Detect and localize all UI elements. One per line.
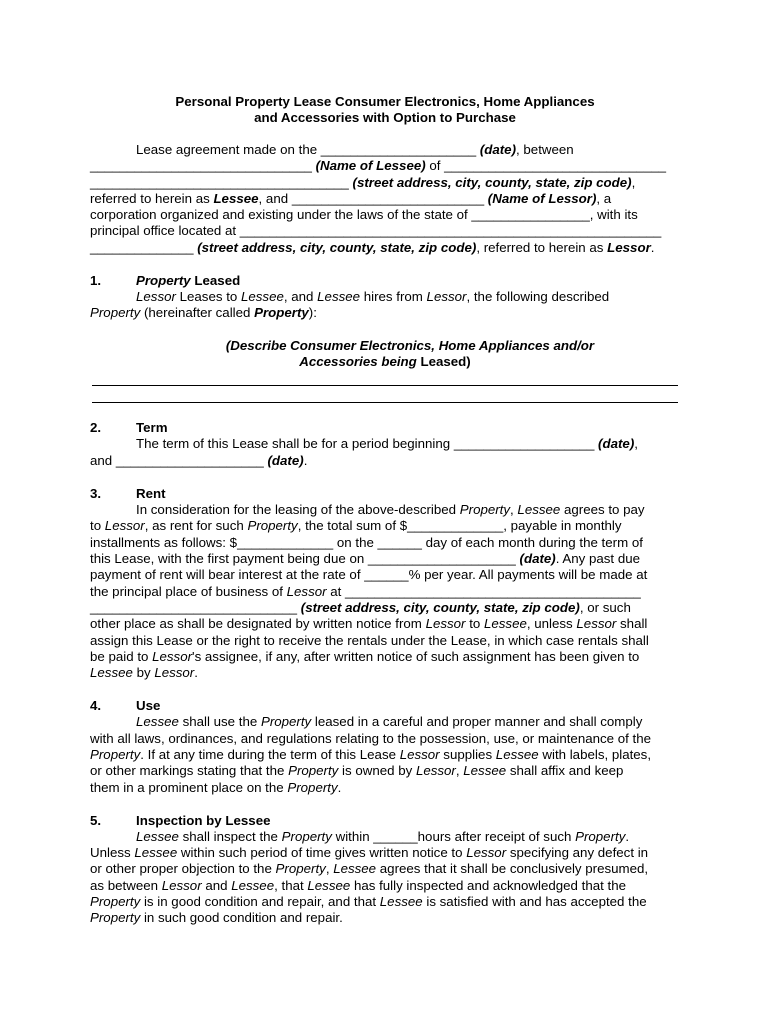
property-description-line-2: Accessories being Leased) xyxy=(299,354,471,369)
property-description-blank-line-1 xyxy=(92,385,678,386)
property-description-line-1: (Describe Consumer Electronics, Home Appliances and/or xyxy=(225,338,595,353)
document-title-line-1: Personal Property Lease Consumer Electronics, Home Appliances xyxy=(175,94,595,109)
intro-line-3: ___________________________________ (street address, city, county, state, zip code), xyxy=(90,175,636,190)
section-1-line-2: Property (hereinafter called Property): xyxy=(90,305,317,320)
section-1-line-1: Lessor Leases to Lessee, and Lessee hires from Lessor, the following described xyxy=(136,289,610,304)
section-5-line-2: Unless Lessee within such period of time gives written notice to Lessor specifying any defect in xyxy=(90,845,649,860)
section-3-line-5: payment of rent will bear interest at the rate of ______% per year. All payments will be made at xyxy=(90,567,648,582)
section-4-line-1: Lessee shall use the Property leased in a careful and proper manner and shall comply xyxy=(136,714,643,729)
section-3-line-7: ____________________________ (street address, city, county, state, zip code), or such xyxy=(90,600,631,615)
section-3-number: 3. xyxy=(90,486,102,501)
section-3-line-4: this Lease, with the first payment being due on ____________________ (date). Any past due xyxy=(90,551,641,566)
section-4-line-2: with all laws, ordinances, and regulations relating to the possession, use, or maintenance of the xyxy=(90,731,652,746)
section-3-line-10: be paid to Lessor's assignee, if any, after written notice of such assignment has been given to xyxy=(90,649,640,664)
intro-line-4: referred to herein as Lessee, and __________________________ (Name of Lessor), a xyxy=(90,191,612,206)
section-3-line-6: the principal place of business of Lessor at ________________________________________ xyxy=(90,584,641,599)
section-5-line-4: as between Lessor and Lessee, that Lessee has fully inspected and acknowledged that the xyxy=(90,878,626,893)
section-2-line-2: and ____________________ (date). xyxy=(90,453,308,468)
intro-line-5: corporation organized and existing under the laws of the state of ________________, with its xyxy=(90,207,638,222)
section-5-line-6: Property in such good condition and repair. xyxy=(90,910,343,925)
section-2-line-1: The term of this Lease shall be for a period beginning ___________________ (date), xyxy=(136,436,638,451)
section-5-heading: Inspection by Lessee xyxy=(136,813,271,828)
section-4-number: 4. xyxy=(90,698,102,713)
section-2-heading: Term xyxy=(136,420,168,435)
section-5-line-3: or other proper objection to the Property, Lessee agrees that it shall be conclusively presumed, xyxy=(90,861,649,876)
property-description-blank-line-2 xyxy=(92,402,678,403)
intro-line-7: ______________ (street address, city, county, state, zip code), referred to herein as Lessor. xyxy=(90,240,655,255)
section-5-line-5: Property is in good condition and repair, and that Lessee is satisfied with and has accepted the xyxy=(90,894,647,909)
section-3-line-8: other place as shall be designated by written notice from Lessor to Lessee, unless Lessor shall xyxy=(90,616,648,631)
section-4-line-5: them in a prominent place on the Property. xyxy=(90,780,342,795)
section-3-line-9: assign this Lease or the right to receive the rentals under the Lease, in which case rentals shall xyxy=(90,633,649,648)
section-5-number: 5. xyxy=(90,813,102,828)
section-1-heading: Property Leased xyxy=(136,273,241,288)
section-4-line-3: Property. If at any time during the term of this Lease Lessor supplies Lessee with labels, plates, xyxy=(90,747,652,762)
section-3-line-3: installments as follows: $_____________ on the ______ day of each month during the term of xyxy=(90,535,643,550)
document-title-line-2: and Accessories with Option to Purchase xyxy=(254,110,516,125)
section-3-line-11: Lessee by Lessor. xyxy=(90,665,198,680)
section-5-line-1: Lessee shall inspect the Property within ______hours after receipt of such Property. xyxy=(136,829,630,844)
section-4-line-4: or other markings stating that the Property is owned by Lessor, Lessee shall affix and keep xyxy=(90,763,624,778)
intro-line-6: principal office located at _________________________________________________________ xyxy=(90,223,662,238)
section-3-line-1: In consideration for the leasing of the above-described Property, Lessee agrees to pay xyxy=(136,502,645,517)
intro-line-1: Lease agreement made on the _____________________ (date), between xyxy=(136,142,574,157)
section-3-heading: Rent xyxy=(136,486,166,501)
section-2-number: 2. xyxy=(90,420,102,435)
section-3-line-2: to Lessor, as rent for such Property, the total sum of $_____________, payable in monthly xyxy=(90,518,622,533)
section-4-heading: Use xyxy=(136,698,161,713)
intro-line-2: ______________________________ (Name of Lessee) of ______________________________ xyxy=(90,158,667,173)
section-1-number: 1. xyxy=(90,273,102,288)
